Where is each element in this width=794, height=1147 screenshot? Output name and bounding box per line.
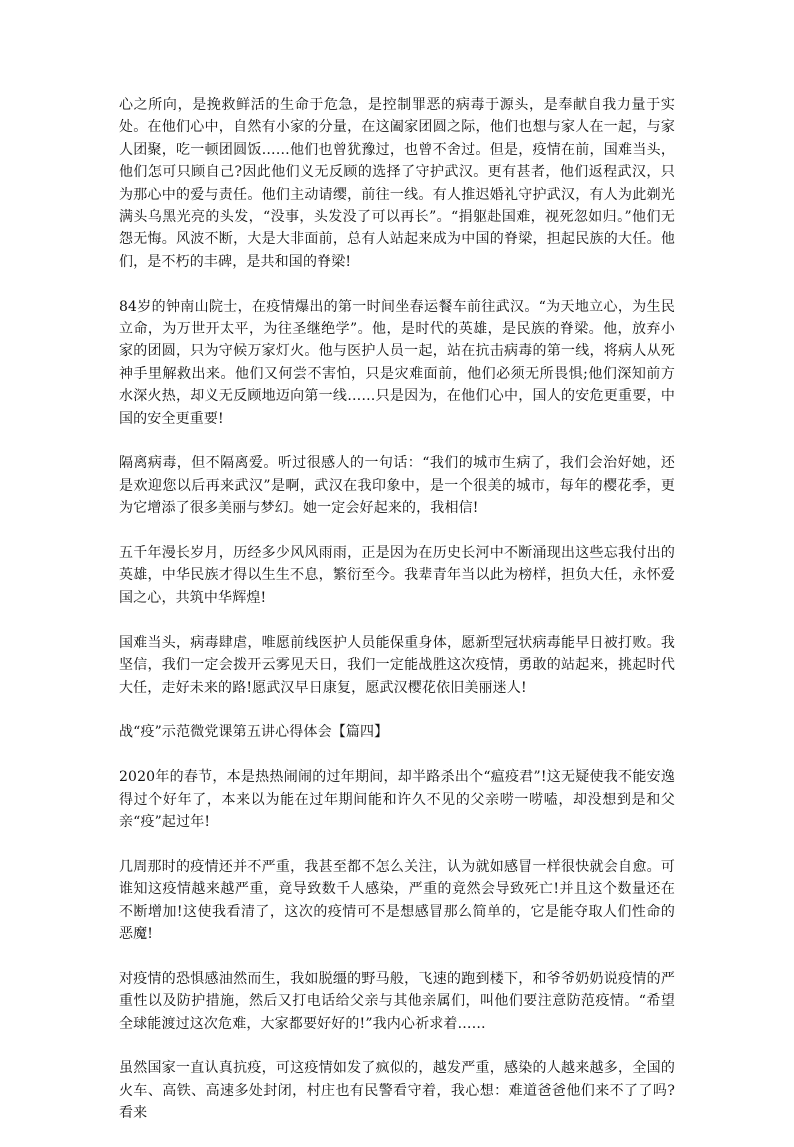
paragraph-4: 五千年漫长岁月，历经多少风风雨雨，正是因为在历史长河中不断涌现出这些忘我付出的英雄，中华民族才得以生生不息，繁衍至今。我辈青年当以此为榜样，担负大任，永怀爱国之心，共筑中华辉煌! [119,545,675,606]
paragraph-7: 几周那时的疫情还并不严重，我甚至都不怎么关注，认为就如感冒一样很快就会自愈。可谁知这疫情越来越严重，竟导致数千人感染，严重的竟然会导致死亡!并且这个数量还在不断增加!这使我看清了，这次的疫情可不是想感冒那么简单的，它是能夺取人们性命的恶魔! [119,858,675,942]
paragraph-1: 心之所向，是挽救鲜活的生命于危急，是控制罪恶的病毒于源头，是奉献自我力量于实处。在他们心中，自然有小家的分量，在这阖家团圆之际，他们也想与家人在一起，与家人团聚，吃一顿团圆饭……他们也曾犹豫过，也曾不舍过。但是，疫情在前，国难当头，他们怎可只顾自己?因此他们义无反顾的选择了守护武汉。更有甚者，他们返程武汉，只为那心中的爱与责任。他们主动请缨，前往一线。有人推迟婚礼守护武汉，有人为此剃光满头乌黑光亮的头发，“没事，头发没了可以再长”。“捐躯赴国难，视死忽如归。”他们无怨无悔。风波不断，大是大非面前，总有人站起来成为中国的脊梁，担起民族的大任。他们，是不朽的丰碑，是共和国的脊梁! [119,97,675,270]
paragraph-6: 2020年的春节，本是热热闹闹的过年期间，却半路杀出个“瘟疫君”!这无疑使我不能安逸得过个好年了，本来以为能在过年期间能和许久不见的父亲唠一唠嗑，却没想到是和父亲“疫”起过年! [119,769,675,830]
paragraph-3: 隔离病毒，但不隔离爱。听过很感人的一句话：“我们的城市生病了，我们会治好她，还是欢迎您以后再来武汉”是啊，武汉在我印象中，是一个很美的城市，每年的樱花季，更为它增添了很多美丽与梦幻。她一定会好起来的，我相信! [119,455,675,517]
document-body [119,94,675,1147]
section-heading: 战“疫”示范微党课第五讲心得体会【篇四】 [119,724,389,741]
paragraph-2: 84岁的钟南山院士，在疫情爆出的第一时间坐春运餐车前往武汉。“为天地立心，为生民立命，为万世开太平，为往圣继绝学”。他，是时代的英雄，是民族的脊梁。他，放弃小家的团圆，只为守候万家灯火。他与医护人员一起，站在抗击病毒的第一线，将病人从死神手里解救出来。他们又何尝不害怕，只是灾难面前，他们必须无所畏惧;他们深知前方水深火热，却义无反顾地迈向第一线……只是因为，在他们心中，国人的安危更重要，中国的安全更重要! [119,298,675,427]
paragraph-5: 国难当头，病毒肆虐，唯愿前线医护人员能保重身体，愿新型冠状病毒能早日被打败。我坚信，我们一定会拨开云雾见天日，我们一定能战胜这次疫情，勇敢的站起来，挑起时代大任，走好未来的路!愿武汉早日康复，愿武汉樱花依旧美丽迷人! [119,634,675,696]
paragraph-8: 对疫情的恐惧感油然而生，我如脱缰的野马般，飞速的跑到楼下，和爷爷奶奶说疫情的严重性以及防护措施，然后又打电话给父亲与其他亲属们，叫他们要注意防范疫情。“希望全球能渡过这次危难，大家都要好好的!”我内心祈求着…… [119,970,675,1032]
paragraph-9: 虽然国家一直认真抗疫，可这疫情如发了疯似的，越发严重，感染的人越来越多，全国的火车、高铁、高速多处封闭，村庄也有民警看守着，我心想：难道爸爸他们来不了了吗?看来 [119,1060,675,1122]
